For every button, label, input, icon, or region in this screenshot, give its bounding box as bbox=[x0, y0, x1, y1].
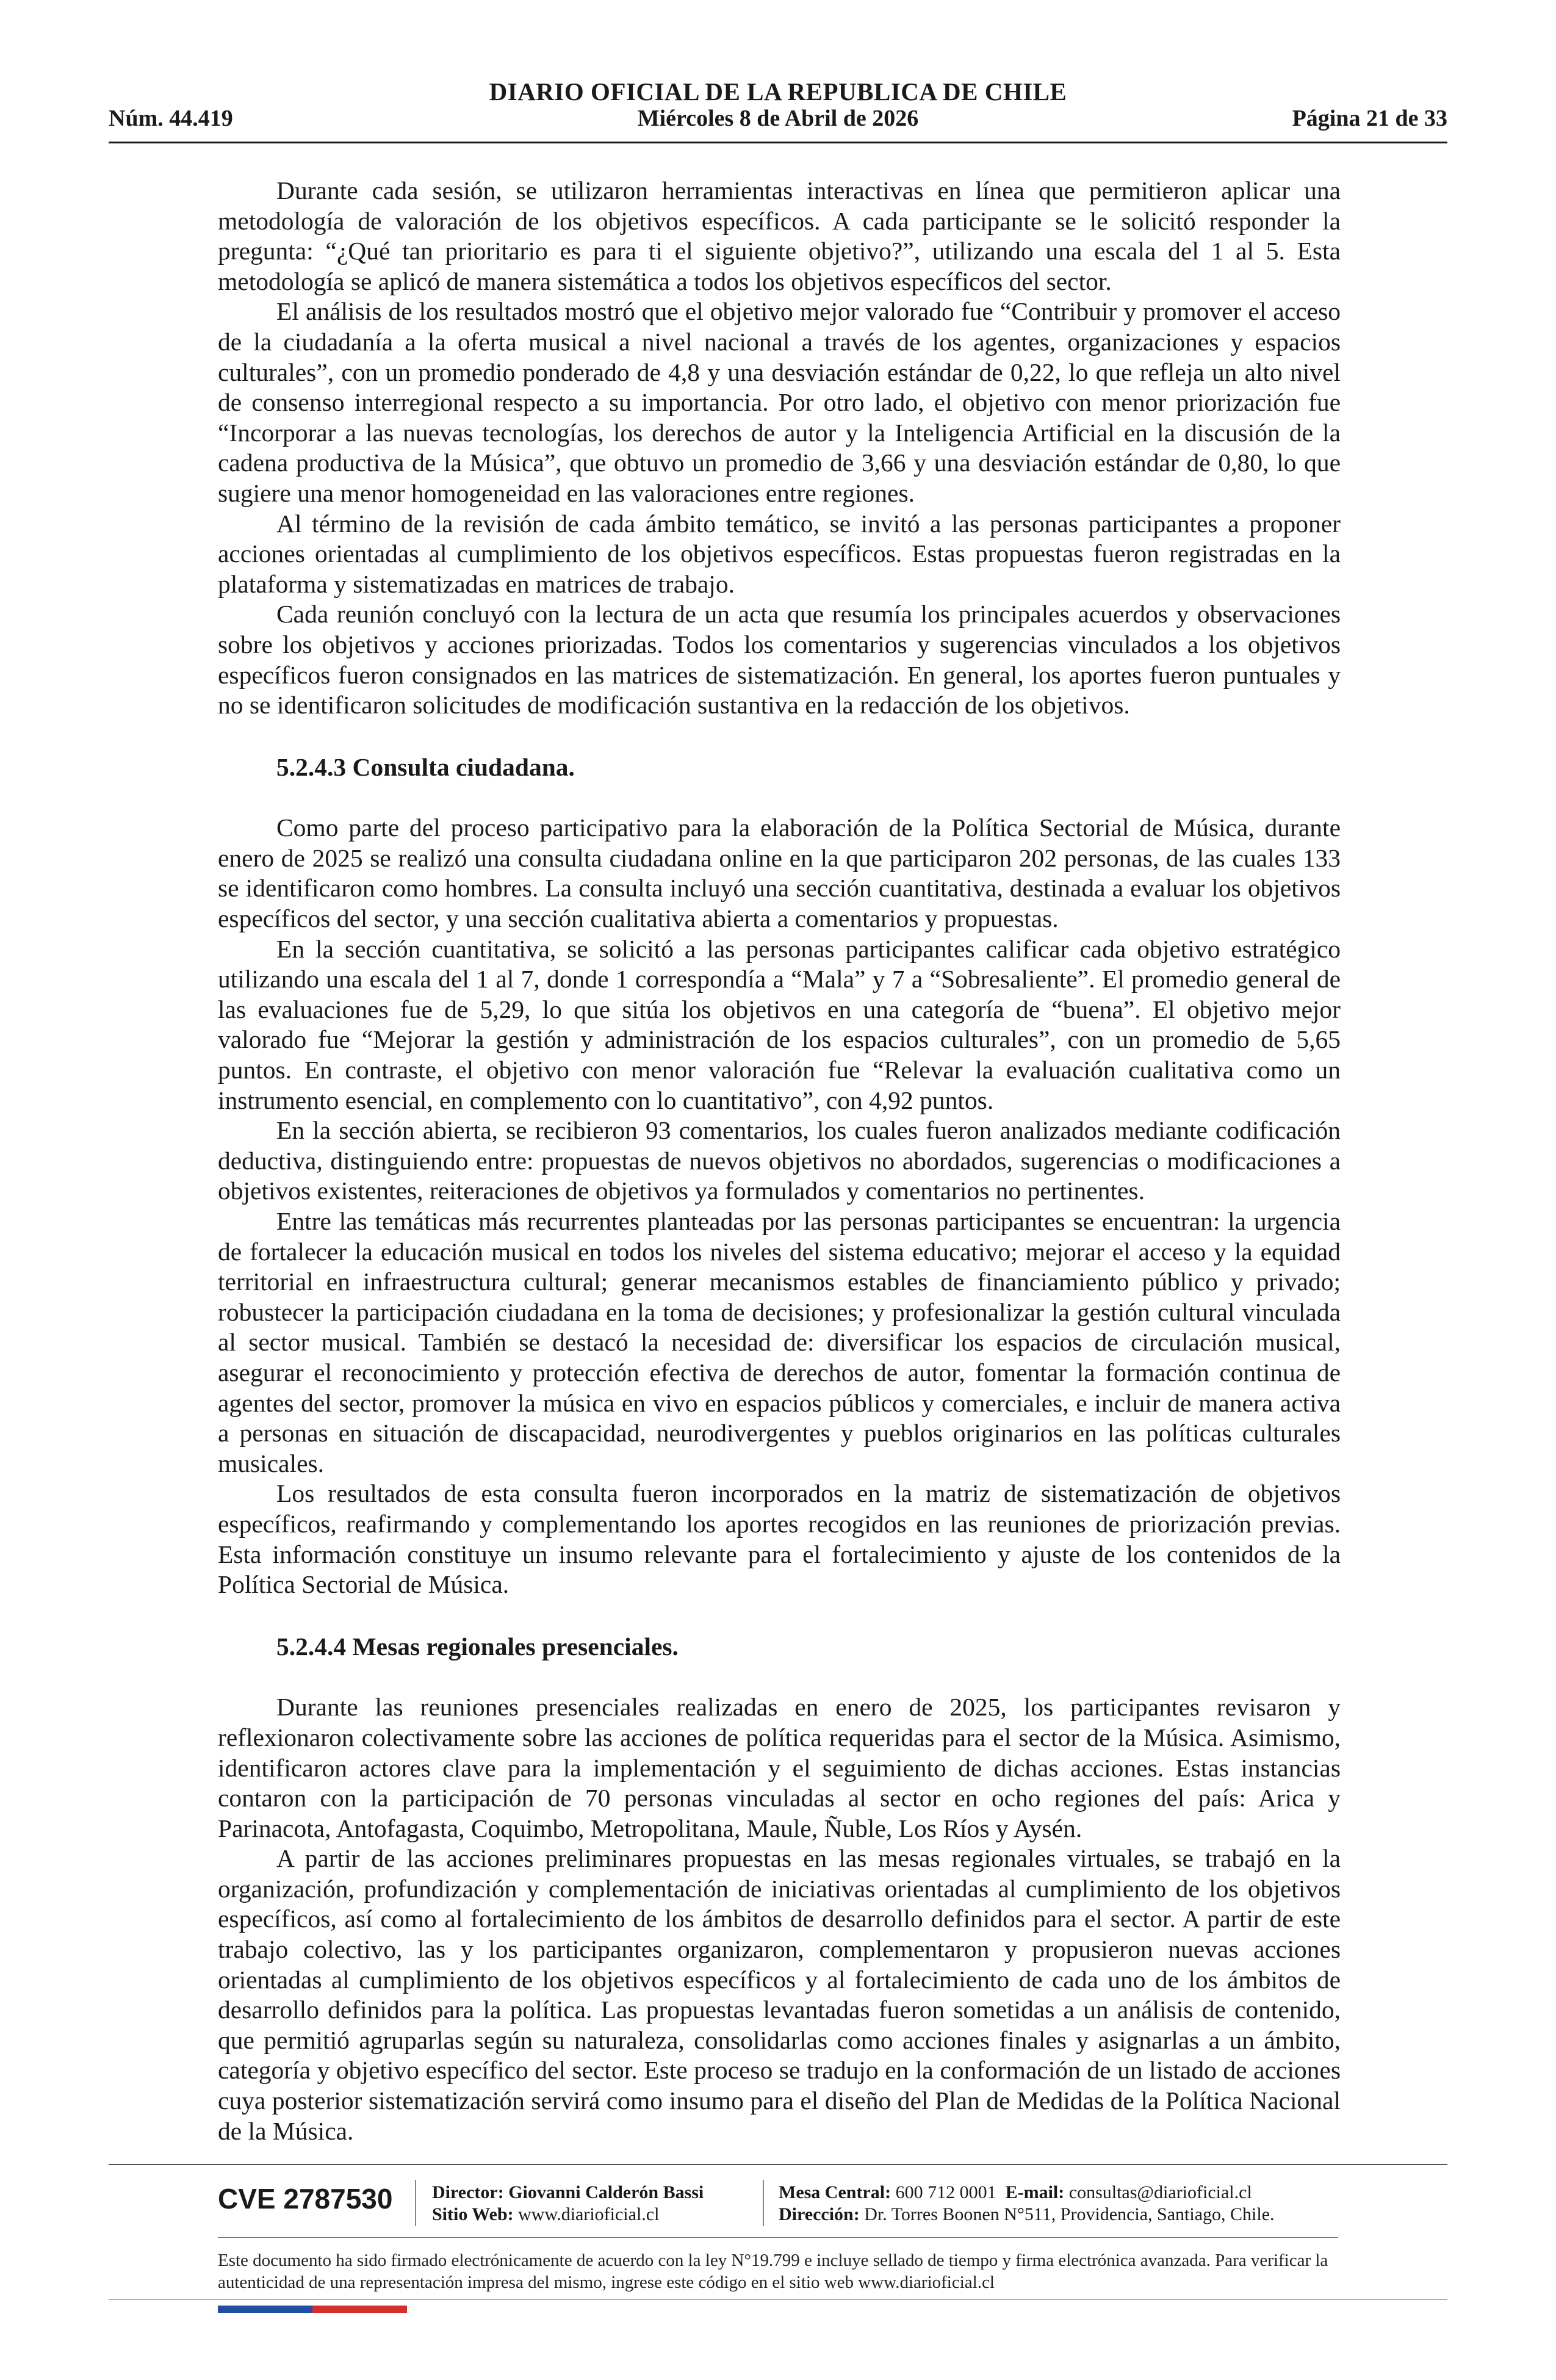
section-heading: 5.2.4.3 Consulta ciudadana. bbox=[276, 752, 575, 781]
section-heading: 5.2.4.4 Mesas regionales presenciales. bbox=[276, 1632, 679, 1661]
email-link[interactable]: consultas@diarioficial.cl bbox=[1068, 2182, 1252, 2202]
address-value: Dr. Torres Boonen N°511, Providencia, Santiago, Chile. bbox=[864, 2204, 1275, 2224]
page-header bbox=[109, 73, 1447, 145]
paragraph: Al término de la revisión de cada ámbito temático, se invitó a las personas participantes a proponer acciones orientadas al cumplimiento de los objetivos específicos. Estas propuestas fueron registradas en la plataforma y sistematizadas en matrices de trabajo. bbox=[218, 509, 1341, 598]
footer-separator bbox=[763, 2180, 764, 2226]
flag-stripe bbox=[218, 2306, 407, 2313]
newspaper-title: DIARIO OFICIAL DE LA REPUBLICA DE CHILE bbox=[489, 78, 1067, 106]
paragraph: Como parte del proceso participativo para la elaboración de la Política Sectorial de Música, durante enero de 2025 se realizó una consulta ciudadana online en la que participaron 202 personas, de las cuales 133 se identificaron como hombres. La consulta incluyó una sección cuantitativa, destinada a evaluar los objetivos específicos del sector, y una sección cualitativa abierta a comentarios y propuestas. bbox=[218, 813, 1341, 933]
footer-divider bbox=[109, 2164, 1447, 2165]
paragraph: A partir de las acciones preliminares propuestas en las mesas regionales virtuales, se trabajó en la organización, profundización y complementación de iniciativas orientadas al cumplimiento de los objetivos específicos, así como al fortalecimiento de los ámbitos de desarrollo definidos para el sector. A partir de este trabajo colectivo, las y los participantes organizaron, complementaron y propusieron nuevas acciones orientadas al cumplimiento de los objetivos específicos y al fortalecimiento de cada uno de los ámbitos de desarrollo definidos para la política. Las propuestas levantadas fueron sometidas a un análisis de contenido, que permitió agruparlas según su naturaleza, consolidarlas como acciones finales y asignarlas a un ámbito, categoría y objetivo específico del sector. Este proceso se tradujo en la conformación de un listado de acciones cuya posterior sistematización servirá como insumo para el diseño del Plan de Medidas de la Política Nacional de la Música. bbox=[218, 1844, 1341, 2145]
page-number: Página 21 de 33 bbox=[1292, 106, 1447, 131]
director-name: Giovanni Calderón Bassi bbox=[508, 2182, 704, 2202]
phone-label: Mesa Central: bbox=[779, 2182, 891, 2202]
paragraph: El análisis de los resultados mostró que el objetivo mejor valorado fue “Contribuir y promover el acceso de la ciudadanía a la oferta musical a nivel nacional a través de los agentes, organizaciones y espacios culturales”, con un promedio ponderado de 4,8 y una desviación estándar de 0,22, lo que refleja un alto nivel de consenso interregional respecto a su importancia. Por otro lado, el objetivo con menor priorización fue “Incorporar a las nuevas tecnologías, los derechos de autor y la Inteligencia Artificial en la discusión de la cadena productiva de la Música”, que obtuvo un promedio de 3,66 y una desviación estándar de 0,80, lo que sugiere una menor homogeneidad en las valoraciones entre regiones. bbox=[218, 297, 1341, 507]
paragraph: Cada reunión concluyó con la lectura de un acta que resumía los principales acuerdos y observaciones sobre los objetivos y acciones priorizadas. Todos los comentarios y sugerencias vinculados a los objetivos específicos fueron consignados en las matrices de sistematización. En general, los aportes fueron puntuales y no se identificaron solicitudes de modificación sustantiva en la redacción de los objetivos. bbox=[218, 600, 1341, 719]
footer-divider bbox=[218, 2237, 1338, 2238]
footer-separator bbox=[415, 2180, 416, 2226]
cve-code: CVE 2787530 bbox=[218, 2183, 393, 2215]
director-label: Director: bbox=[432, 2182, 504, 2202]
footer-director-block bbox=[432, 2182, 704, 2226]
paragraph: Durante las reuniones presenciales realizadas en enero de 2025, los participantes revisaron y reflexionaron colectivamente sobre las acciones de política requeridas para el sector de la Música. Asimismo, identificaron actores clave para la implementación y el seguimiento de dichas acciones. Estas instancias contaron con la participación de 70 personas vinculadas al sector en ocho regiones del país: Arica y Parinacota, Antofagasta, Coquimbo, Metropolitana, Maule, Ñuble, Los Ríos y Aysén. bbox=[218, 1693, 1341, 1842]
paragraph: Durante cada sesión, se utilizaron herramientas interactivas en línea que permitieron aplicar una metodología de valoración de los objetivos específicos. A cada participante se le solicitó responder la pregunta: “¿Qué tan prioritario es para ti el siguiente objetivo?”, utilizando una escala del 1 al 5. Esta metodología se aplicó de manera sistemática a todos los objetivos específicos del sector. bbox=[218, 176, 1341, 295]
paragraph: Entre las temáticas más recurrentes planteadas por las personas participantes se encuentran: la urgencia de fortalecer la educación musical en todos los niveles del sistema educativo; mejorar el acceso y la equidad territorial en infraestructura cultural; generar mecanismos estables de financiamiento público y privado; robustecer la participación ciudadana en la toma de decisiones; y profesionalizar la gestión cultural vinculada al sector musical. También se destacó la necesidad de: diversificar los espacios de circulación musical, asegurar el reconocimiento y protección efectiva de derechos de autor, fomentar la formación continua de agentes del sector, promover la música en vivo en espacios públicos y comerciales, e incluir de manera activa a personas en situación de discapacidad, neurodivergentes y pueblos originarios en las políticas culturales musicales. bbox=[218, 1207, 1341, 1477]
email-label: E-mail: bbox=[1005, 2182, 1065, 2202]
website-link[interactable]: www.diarioficial.cl bbox=[518, 2204, 660, 2224]
address-label: Dirección: bbox=[779, 2204, 860, 2224]
header-divider bbox=[109, 142, 1447, 143]
paragraph: En la sección abierta, se recibieron 93 comentarios, los cuales fueron analizados mediante codificación deductiva, distinguiendo entre: propuestas de nuevos objetivos no abordados, sugerencias o modificaciones a objetivos existentes, reiteraciones de objetivos ya formulados y comentarios no pertinentes. bbox=[218, 1116, 1341, 1205]
footer-contact-block bbox=[779, 2182, 1275, 2226]
signature-disclaimer: Este documento ha sido firmado electrónicamente de acuerdo con la ley N°19.799 e incluye sellado de tiempo y firma electrónica avanzada. Para verificar la autenticidad de una representación impresa del mismo, ingrese este código en el sitio web www.diarioficial.cl bbox=[218, 2251, 1328, 2292]
issue-date: Miércoles 8 de Abril de 2026 bbox=[637, 106, 919, 131]
flag-blue-band bbox=[218, 2306, 312, 2313]
paragraph: En la sección cuantitativa, se solicitó a las personas participantes calificar cada objetivo estratégico utilizando una escala del 1 al 7, donde 1 correspondía a “Mala” y 7 a “Sobresaliente”. El promedio general de las evaluaciones fue de 5,29, lo que sitúa los objetivos en una categoría de “buena”. El objetivo mejor valorado fue “Mejorar la gestión y administración de los espacios culturales”, con un promedio de 5,65 puntos. En contraste, el objetivo con menor valoración fue “Relevar la evaluación cualitativa como un instrumento esencial, en complemento con lo cuantitativo”, con 4,92 puntos. bbox=[218, 934, 1341, 1114]
issue-number: Núm. 44.419 bbox=[109, 106, 233, 131]
phone-number: 600 712 0001 bbox=[895, 2182, 996, 2202]
document-body bbox=[218, 176, 1341, 2146]
flag-red-band bbox=[312, 2306, 407, 2313]
website-label: Sitio Web: bbox=[432, 2204, 514, 2224]
paragraph: Los resultados de esta consulta fueron incorporados en la matriz de sistematización de objetivos específicos, reafirmando y complementando los aportes recogidos en las reuniones de priorización previas. Esta información constituye un insumo relevante para el fortalecimiento y ajuste de los contenidos de la Política Sectorial de Música. bbox=[218, 1479, 1341, 1599]
footer-divider bbox=[109, 2299, 1447, 2300]
